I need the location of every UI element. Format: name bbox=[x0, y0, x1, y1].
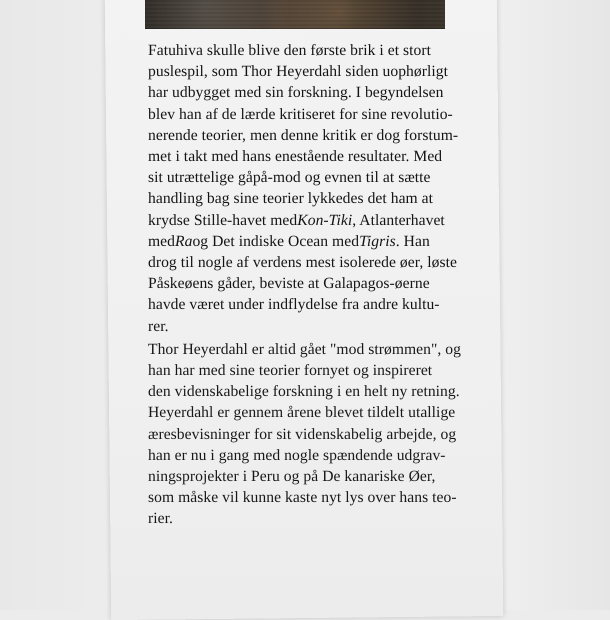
paragraph1-line-4: blev han af de lærde kritiseret for sine revolutio- bbox=[148, 105, 453, 123]
paragraph1-line-14: rer. bbox=[148, 317, 169, 335]
paragraph1-line-12: Påskeøens gåder, beviste at Galapagos-øerne bbox=[148, 275, 430, 293]
paragraph1-line-7: sit utrættelige gåpå-mod og evnen til at sætte bbox=[148, 169, 431, 187]
paragraph2-line-7: ningsprojekter i Peru og på De kanariske Øer, bbox=[148, 468, 436, 486]
line9-prefix: krydse Stille-havet med bbox=[148, 211, 298, 229]
paragraph1-line-8: handling bag sine teorier lykkedes det ham at bbox=[148, 190, 434, 208]
line10-italic-ra: Ra bbox=[175, 232, 193, 250]
line10-mid: og Det indiske Ocean med bbox=[192, 232, 360, 250]
paragraph1-line-10 bbox=[148, 231, 486, 252]
paragraph1-line-6: met i takt med hans enestående resultater. Med bbox=[148, 148, 443, 166]
line10-italic-tigris: Tigris bbox=[359, 232, 396, 250]
paragraph2-line-1: Thor Heyerdahl er altid gået "mod strømmen", og bbox=[148, 340, 462, 358]
paragraph1-line-9 bbox=[148, 210, 486, 231]
paragraph2-line-5: æresbevisninger for sit videnskabelig arbejde, og bbox=[148, 425, 457, 443]
top-photo-strip bbox=[145, 0, 445, 29]
paragraph2-line-6: han er nu i gang med nogle spændende udgrav- bbox=[148, 446, 446, 464]
line10-suffix: . Han bbox=[395, 232, 430, 250]
paragraph1-line-13: havde været under indflydelse fra andre kultu- bbox=[148, 296, 440, 314]
main-text-block bbox=[148, 40, 486, 530]
paragraph2-line-8: som måske vil kunne kaste nyt lys over hans teo- bbox=[148, 489, 457, 507]
paragraph2-line-2: han har med sine teorier fornyet og inspireret bbox=[148, 362, 433, 380]
paragraph1-line-1: Fatuhiva skulle blive den første brik i et stort bbox=[148, 42, 432, 59]
paragraph2-line-4: Heyerdahl er gennem årene blevet tildelt utallige bbox=[148, 404, 456, 422]
paragraph2-line-9: rier. bbox=[148, 510, 173, 528]
paragraph1-line-3: har udbygget med sin forskning. I begyndelsen bbox=[148, 84, 444, 102]
paragraph1-line-2: puslespil, som Thor Heyerdahl siden uophørligt bbox=[148, 63, 448, 81]
paragraph2-line-3: den videnskabelige forskning i en helt ny retning. bbox=[148, 383, 460, 401]
paragraph1-line-5: nerende teorier, men denne kritik er dog forstum- bbox=[148, 126, 459, 144]
paragraph1-line-11: drog til nogle af verdens mest isolerede øer, løste bbox=[148, 254, 457, 272]
line9-suffix: , Atlanterhavet bbox=[352, 211, 445, 229]
line9-italic-kon-tiki: Kon-Tiki bbox=[297, 211, 353, 229]
line10-prefix: med bbox=[148, 232, 175, 250]
